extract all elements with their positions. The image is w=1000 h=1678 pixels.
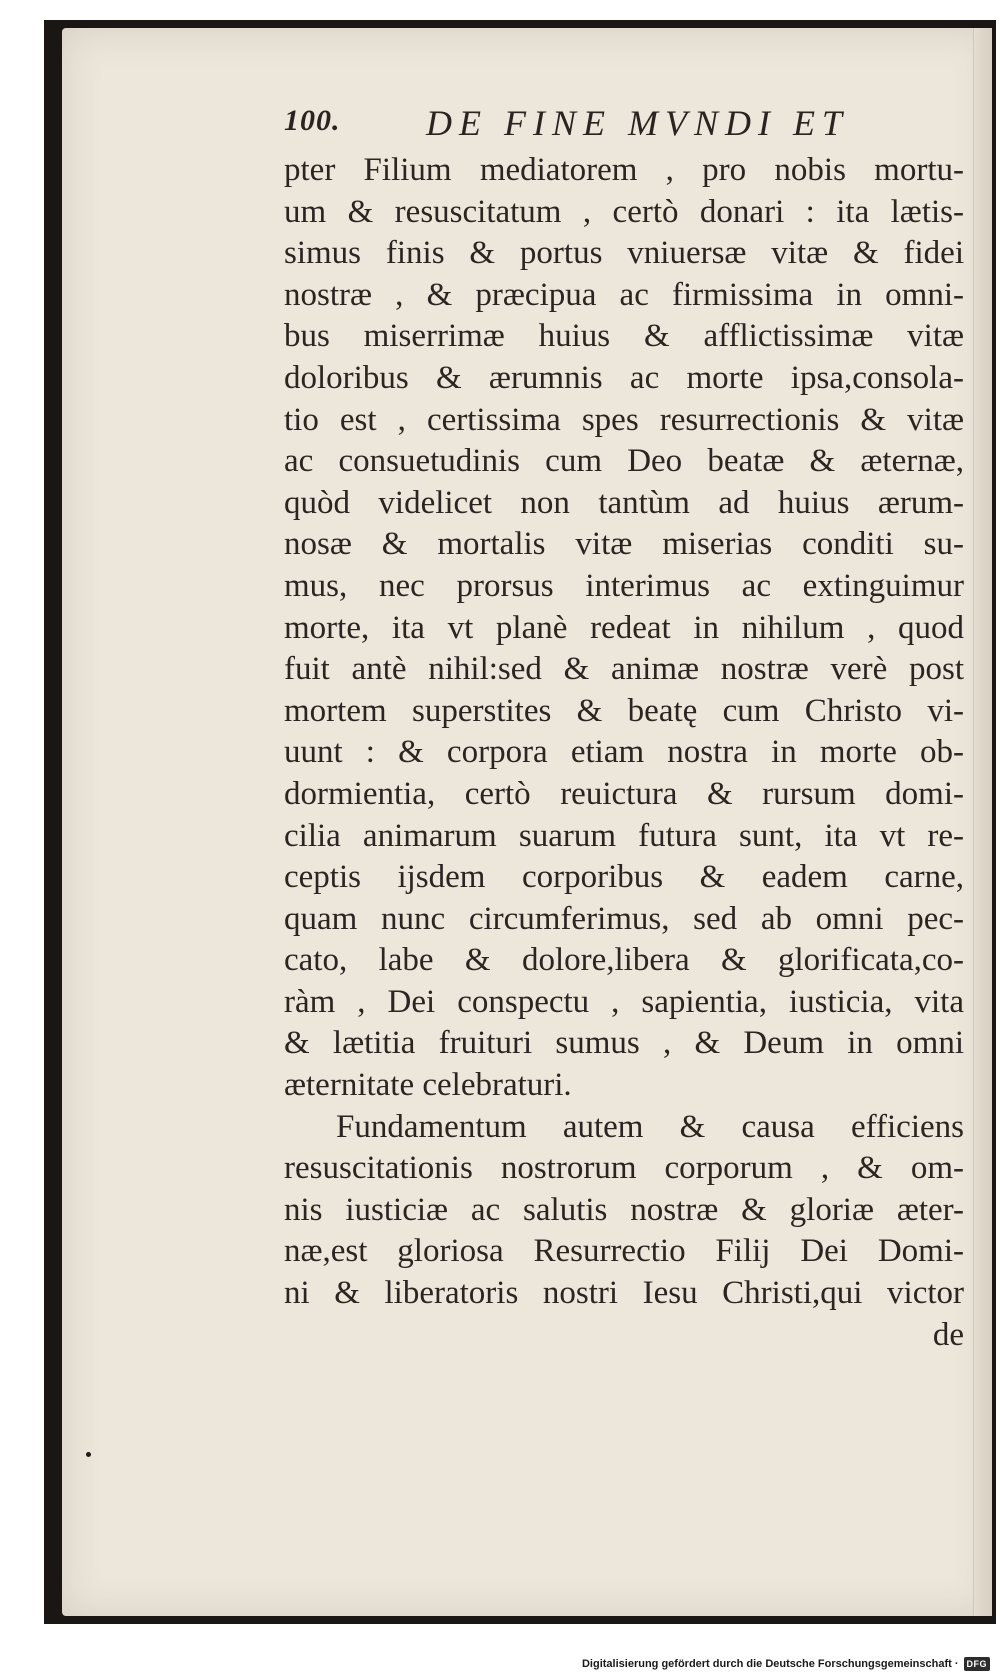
text-line: nosæ & mortalis vitæ miserias conditi su-	[284, 526, 964, 563]
text-line: Fundamentum autem & causa efficiens	[336, 1108, 964, 1145]
text-line: fuit antè nihil:sed & animæ nostræ verè post	[284, 651, 964, 688]
text-line: tio est , certissima spes resurrectionis & vitæ	[284, 401, 964, 438]
text-line: quòd videlicet non tantùm ad huius ærum-	[284, 484, 964, 521]
ink-speck	[86, 1452, 91, 1457]
text-line: & lætitia fruituri sumus , & Deum in omni	[284, 1025, 964, 1062]
text-line: resuscitationis nostrorum corporum , & om-	[284, 1150, 964, 1187]
page-header	[284, 100, 964, 144]
text-line: quam nunc circumferimus, sed ab omni pec-	[284, 900, 964, 937]
text-line: morte, ita vt planè redeat in nihilum , quod	[284, 609, 964, 646]
text-line: ceptis ijsdem corporibus & eadem carne,	[284, 859, 964, 896]
text-line: bus miserrimæ huius & afflictissimæ vitæ	[284, 318, 964, 355]
digitization-credit	[582, 1654, 990, 1674]
text-line: nis iusticiæ ac salutis nostræ & gloriæ æter-	[284, 1191, 964, 1228]
text-line: ni & liberatoris nostri Iesu Christi,qui victor	[284, 1275, 964, 1312]
text-line: um & resuscitatum , certò donari : ita lætis-	[284, 193, 964, 230]
text-line: simus finis & portus vniuersæ vitæ & fidei	[284, 235, 964, 272]
text-line: cato, labe & dolore,libera & glorificata,co-	[284, 942, 964, 979]
text-line: mus, nec prorsus interimus ac extinguimur	[284, 567, 964, 604]
credit-text: Digitalisierung gefördert durch die Deutsche Forschungsgemeinschaft ·	[581, 1658, 959, 1670]
text-line: ac consuetudinis cum Deo beatæ & æternæ,	[284, 443, 964, 480]
catchword: de	[932, 1316, 964, 1353]
text-line: pter Filium mediatorem , pro nobis mortu-	[284, 152, 964, 188]
page-number: 100.	[284, 104, 341, 137]
running-title: DE FINE MVNDI ET	[426, 103, 849, 143]
text-line: doloribus & ærumnis ac morte ipsa,consola-	[284, 359, 964, 396]
text-line: uunt : & corpora etiam nostra in morte ob-	[284, 734, 964, 771]
text-line: nostræ , & præcipua ac firmissima in omni-	[284, 276, 964, 313]
text-line: ràm , Dei conspectu , sapientia, iusticia, vita	[284, 983, 964, 1020]
text-line: næ,est gloriosa Resurrectio Filij Dei Domi-	[284, 1233, 964, 1270]
text-line: mortem superstites & beatę cum Christo vi-	[284, 692, 964, 729]
page-edge	[973, 28, 992, 1616]
text-line: cilia animarum suarum futura sunt, ita vt re-	[284, 817, 964, 854]
dfg-logo-icon: DFG	[964, 1657, 991, 1671]
text-line: dormientia, certò reuictura & rursum domi-	[284, 775, 964, 812]
body-text	[284, 150, 964, 1356]
text-line: æternitate celebraturi.	[284, 1067, 572, 1104]
